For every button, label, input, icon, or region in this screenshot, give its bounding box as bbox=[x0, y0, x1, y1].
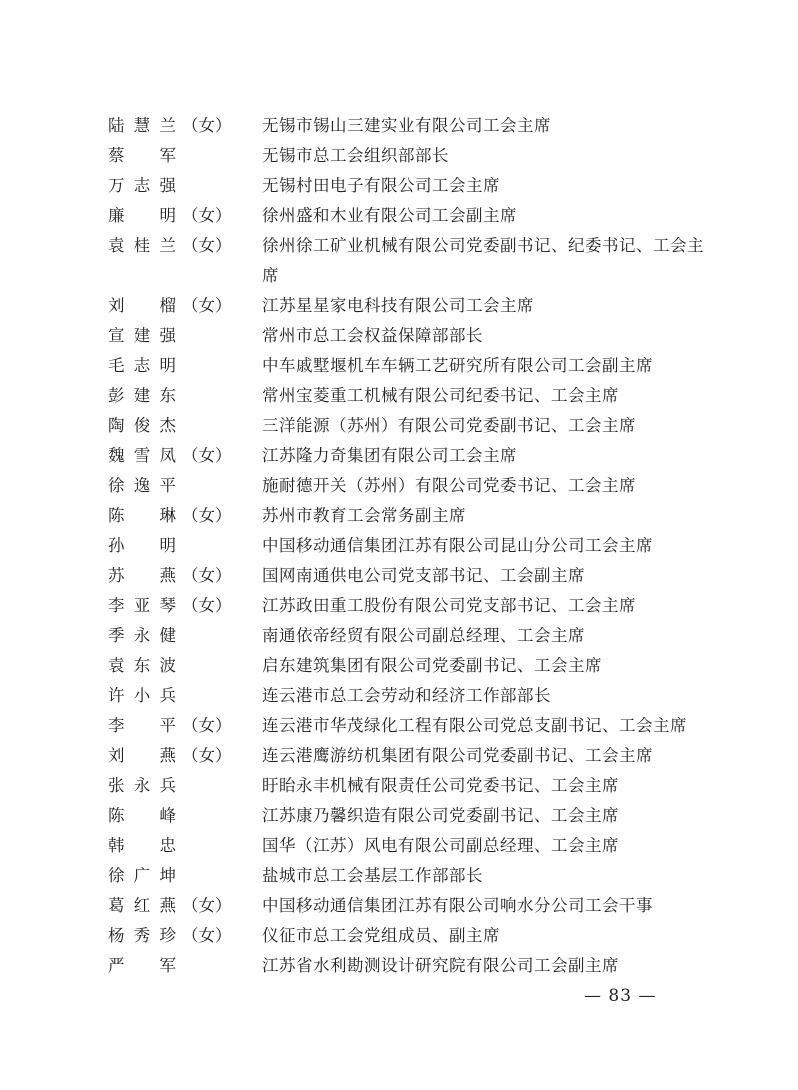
member-name: 万志强 bbox=[108, 176, 176, 195]
member-name: 葛红燕 bbox=[108, 896, 176, 915]
member-row bbox=[108, 291, 728, 321]
member-row bbox=[108, 741, 728, 771]
member-title: 国网南通供电公司党支部书记、工会副主席 bbox=[262, 566, 585, 585]
member-name: 韩 忠 bbox=[108, 836, 176, 855]
member-title: 无锡市锡山三建实业有限公司工会主席 bbox=[262, 116, 551, 135]
member-name: 袁桂兰 bbox=[108, 236, 176, 255]
member-name: 许小兵 bbox=[108, 686, 176, 705]
member-row bbox=[108, 921, 728, 951]
member-row bbox=[108, 351, 728, 381]
member-title: 南通依帝经贸有限公司副总经理、工会主席 bbox=[262, 626, 585, 645]
member-row bbox=[108, 321, 728, 351]
member-name: 毛志明 bbox=[108, 356, 176, 375]
member-title: 苏州市教育工会常务副主席 bbox=[262, 506, 466, 525]
member-gender: （女） bbox=[182, 236, 232, 255]
member-name: 宣建强 bbox=[108, 326, 176, 345]
member-name: 魏雪凤 bbox=[108, 446, 176, 465]
member-row bbox=[108, 591, 728, 621]
member-row bbox=[108, 501, 728, 531]
member-name: 孙 明 bbox=[108, 536, 176, 555]
member-row bbox=[108, 711, 728, 741]
member-row bbox=[108, 471, 728, 501]
member-name: 刘 榴 bbox=[108, 296, 176, 315]
member-gender: （女） bbox=[182, 116, 232, 135]
member-title: 连云港市总工会劳动和经济工作部部长 bbox=[262, 686, 551, 705]
member-row bbox=[108, 681, 728, 711]
member-name: 陈 琳 bbox=[108, 506, 176, 525]
member-title: 徐州盛和木业有限公司工会副主席 bbox=[262, 206, 517, 225]
member-row bbox=[108, 141, 728, 171]
member-name: 陈 峰 bbox=[108, 806, 176, 825]
member-row bbox=[108, 621, 728, 651]
member-row bbox=[108, 771, 728, 801]
member-name: 袁东波 bbox=[108, 656, 176, 675]
member-name: 廉 明 bbox=[108, 206, 176, 225]
member-title: 常州宝菱重工机械有限公司纪委书记、工会主席 bbox=[262, 386, 619, 405]
member-gender: （女） bbox=[182, 596, 232, 615]
member-name: 彭建东 bbox=[108, 386, 176, 405]
member-name: 刘 燕 bbox=[108, 746, 176, 765]
member-title: 徐州徐工矿业机械有限公司党委副书记、纪委书记、工会主席 bbox=[262, 236, 704, 285]
member-name: 徐广坤 bbox=[108, 866, 176, 885]
member-title: 江苏政田重工股份有限公司党支部书记、工会主席 bbox=[262, 596, 636, 615]
member-row bbox=[108, 231, 728, 291]
member-gender: （女） bbox=[182, 566, 232, 585]
member-title: 施耐德开关（苏州）有限公司党委书记、工会主席 bbox=[262, 476, 636, 495]
member-title: 盱眙永丰机械有限责任公司党委书记、工会主席 bbox=[262, 776, 619, 795]
member-title: 仪征市总工会党组成员、副主席 bbox=[262, 926, 500, 945]
member-title: 中车戚墅堰机车车辆工艺研究所有限公司工会副主席 bbox=[262, 356, 653, 375]
member-name: 季永健 bbox=[108, 626, 176, 645]
member-title: 连云港鹰游纺机集团有限公司党委副书记、工会主席 bbox=[262, 746, 653, 765]
member-title: 中国移动通信集团江苏有限公司昆山分公司工会主席 bbox=[262, 536, 653, 555]
member-gender: （女） bbox=[182, 446, 232, 465]
member-title: 江苏省水利勘测设计研究院有限公司工会副主席 bbox=[262, 956, 619, 975]
member-name: 杨秀珍 bbox=[108, 926, 176, 945]
member-name: 陆慧兰 bbox=[108, 116, 176, 135]
member-title: 连云港市华茂绿化工程有限公司党总支副书记、工会主席 bbox=[262, 716, 687, 735]
member-title: 三洋能源（苏州）有限公司党委副书记、工会主席 bbox=[262, 416, 636, 435]
member-row bbox=[108, 381, 728, 411]
member-title: 启东建筑集团有限公司党委副书记、工会主席 bbox=[262, 656, 602, 675]
member-row bbox=[108, 201, 728, 231]
member-row bbox=[108, 651, 728, 681]
member-gender: （女） bbox=[182, 296, 232, 315]
member-row bbox=[108, 891, 728, 921]
member-list bbox=[108, 111, 728, 981]
member-name: 严 军 bbox=[108, 956, 176, 975]
member-title: 江苏隆力奇集团有限公司工会主席 bbox=[262, 446, 517, 465]
member-row bbox=[108, 801, 728, 831]
member-row bbox=[108, 831, 728, 861]
member-row bbox=[108, 951, 728, 981]
page-number: — 83 — bbox=[584, 986, 657, 1006]
member-row bbox=[108, 861, 728, 891]
member-row bbox=[108, 441, 728, 471]
member-row bbox=[108, 561, 728, 591]
member-name: 蔡 军 bbox=[108, 146, 176, 165]
member-name: 张永兵 bbox=[108, 776, 176, 795]
member-gender: （女） bbox=[182, 746, 232, 765]
member-name: 陶俊杰 bbox=[108, 416, 176, 435]
member-name: 李 平 bbox=[108, 716, 176, 735]
member-row bbox=[108, 171, 728, 201]
member-gender: （女） bbox=[182, 926, 232, 945]
member-title: 无锡村田电子有限公司工会主席 bbox=[262, 176, 500, 195]
member-title: 盐城市总工会基层工作部部长 bbox=[262, 866, 483, 885]
member-gender: （女） bbox=[182, 206, 232, 225]
member-title: 无锡市总工会组织部部长 bbox=[262, 146, 449, 165]
member-name: 李亚琴 bbox=[108, 596, 176, 615]
member-name: 徐逸平 bbox=[108, 476, 176, 495]
member-name: 苏 燕 bbox=[108, 566, 176, 585]
member-row bbox=[108, 111, 728, 141]
member-gender: （女） bbox=[182, 896, 232, 915]
member-row bbox=[108, 531, 728, 561]
member-title: 中国移动通信集团江苏有限公司响水分公司工会干事 bbox=[262, 896, 653, 915]
member-gender: （女） bbox=[182, 716, 232, 735]
member-title: 常州市总工会权益保障部部长 bbox=[262, 326, 483, 345]
member-title: 国华（江苏）风电有限公司副总经理、工会主席 bbox=[262, 836, 619, 855]
member-row bbox=[108, 411, 728, 441]
member-title: 江苏星星家电科技有限公司工会主席 bbox=[262, 296, 534, 315]
member-gender: （女） bbox=[182, 506, 232, 525]
member-title: 江苏康乃馨织造有限公司党委副书记、工会主席 bbox=[262, 806, 619, 825]
